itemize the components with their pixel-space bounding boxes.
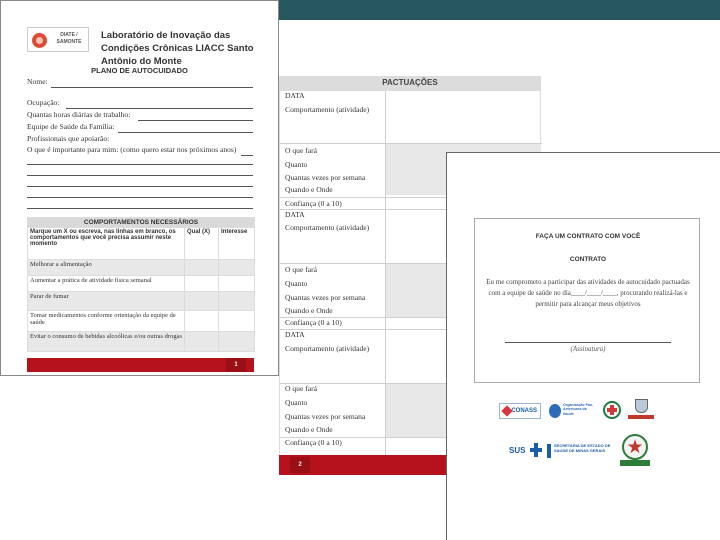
emblem-ribbon: [620, 460, 650, 466]
data-label: DATA: [285, 330, 305, 339]
check-cell[interactable]: [185, 276, 219, 292]
lab-title: Laboratório de Inovação das Condições Crônicas LIACC Santo Antônio do Monte: [101, 30, 254, 67]
blank-line[interactable]: [27, 164, 253, 165]
field-name-line[interactable]: [51, 87, 253, 88]
diate-logo: [27, 27, 89, 52]
what-label: O que fará: [285, 265, 318, 274]
plan-title: PLANO DE AUTOCUIDADO: [91, 66, 188, 75]
interest-cell[interactable]: [219, 292, 255, 311]
logo-text: DIATE / SAMONTE: [56, 32, 82, 45]
contract-box: [474, 218, 700, 383]
page-number: 2: [290, 457, 310, 473]
page-number: 1: [226, 358, 246, 372]
page-footer: [27, 358, 254, 372]
star-icon: ★: [626, 436, 644, 458]
what-label: O que fará: [285, 146, 318, 155]
how-often-label: Quantas vezes por semana: [285, 173, 366, 182]
sus-logo: [509, 443, 541, 459]
field-important-label: O que é importante para mim: (como quero estar nos próximos anos): [27, 145, 237, 154]
divider: [280, 143, 542, 144]
globe-icon: [549, 404, 561, 418]
municipal-crest-icon: [628, 399, 654, 421]
state-star-emblem-icon: [620, 434, 650, 468]
check-cell[interactable]: [185, 311, 219, 332]
ses-mark-icon: [547, 444, 551, 458]
behavior-label: Comportamento (atividade): [285, 105, 370, 114]
ses-mg-logo: [547, 442, 617, 460]
check-cell[interactable]: [185, 260, 219, 276]
agreements-title: PACTUAÇÕES: [279, 76, 541, 90]
how-much-label: Quanto: [285, 398, 308, 407]
field-occupation-line[interactable]: [66, 108, 253, 109]
blank-line[interactable]: [27, 175, 253, 176]
behaviors-table: [27, 217, 255, 352]
confidence-label: Confiança (0 a 10): [285, 438, 342, 447]
health-cross-icon: [603, 401, 621, 419]
how-often-label: Quantas vezes por semana: [285, 293, 366, 302]
signature-label: (Assinatura): [570, 345, 606, 353]
interest-cell[interactable]: [219, 311, 255, 332]
logo-emblem-icon: [32, 33, 47, 48]
behavior-row: Evitar o consumo de bebidas alcoólicas e/ou outras drogas: [28, 332, 185, 352]
signature-line[interactable]: [505, 342, 671, 343]
blank-line[interactable]: [27, 186, 253, 187]
opas-logo: [549, 403, 595, 421]
field-occupation-label: Ocupação:: [27, 98, 60, 107]
when-where-label: Quando e Onde: [285, 185, 333, 194]
sus-text: SUS: [509, 446, 526, 455]
col-which: Qual (X): [185, 228, 219, 260]
when-where-label: Quando e Onde: [285, 425, 333, 434]
field-professionals-label: Profissionais que apoiarão:: [27, 134, 110, 143]
conass-logo: CONASS: [499, 403, 541, 419]
contract-text: Eu me comprometo a participar das atividades de autocuidado pactuadas com a equipe de saúde no dia____/____/____, procurando realizá-las e permitir para alcançar meus objetivos: [486, 278, 690, 308]
sus-cross-icon: [530, 443, 542, 457]
opas-text: Organização Pan-Americana da Saúde: [563, 403, 594, 416]
field-hours-line[interactable]: [138, 120, 253, 121]
field-hours-label: Quantas horas diárias de trabalho:: [27, 110, 131, 119]
blank-line[interactable]: [27, 197, 253, 198]
how-much-label: Quanto: [285, 279, 308, 288]
col-interest: Interesse: [219, 228, 255, 260]
behavior-row: Parar de fumar: [28, 292, 185, 311]
field-team-line[interactable]: [118, 132, 253, 133]
ses-mg-text: SECRETARIA DE ESTADO DE SAÚDE DE MINAS GERAIS: [554, 443, 611, 453]
how-often-label: Quantas vezes por semana: [285, 412, 366, 421]
behavior-label: Comportamento (atividade): [285, 223, 370, 232]
field-important-line[interactable]: [241, 155, 253, 156]
when-where-label: Quando e Onde: [285, 306, 333, 315]
behaviors-title: COMPORTAMENTOS NECESSÁRIOS: [28, 218, 255, 228]
crest-band: [628, 415, 654, 419]
what-label: O que fará: [285, 384, 318, 393]
check-cell[interactable]: [185, 332, 219, 352]
shield-icon: [635, 399, 648, 413]
contract-page: [446, 152, 720, 540]
how-much-label: Quanto: [285, 160, 308, 169]
behavior-row: Aumentar a prática de atividade física semanal: [28, 276, 185, 292]
confidence-label: Confiança (0 a 10): [285, 199, 342, 208]
data-label: DATA: [285, 91, 305, 100]
check-cell[interactable]: [185, 292, 219, 311]
interest-cell[interactable]: [219, 260, 255, 276]
confidence-label: Confiança (0 a 10): [285, 318, 342, 327]
contract-subtitle: CONTRATO: [569, 256, 607, 263]
interest-cell[interactable]: [219, 332, 255, 352]
field-team-label: Equipe de Saúde da Família:: [27, 122, 115, 131]
behavior-row: Tomar medicamentos conforme orientação da equipe de saúde: [28, 311, 185, 332]
behaviors-instruction: Marque um X ou escreva, nas linhas em branco, os comportamentos que você precisa assumir neste momento: [28, 228, 185, 260]
column-divider: [385, 91, 386, 471]
field-name-label: Nome:: [27, 77, 48, 86]
interest-cell[interactable]: [219, 276, 255, 292]
data-label: DATA: [285, 210, 305, 219]
blank-line[interactable]: [27, 208, 253, 209]
behavior-row: Melhorar a alimentação: [28, 260, 185, 276]
behavior-label: Comportamento (atividade): [285, 344, 370, 353]
contract-heading: FAÇA UM CONTRATO COM VOCÊ: [535, 233, 641, 240]
self-care-plan-page: [0, 0, 279, 376]
